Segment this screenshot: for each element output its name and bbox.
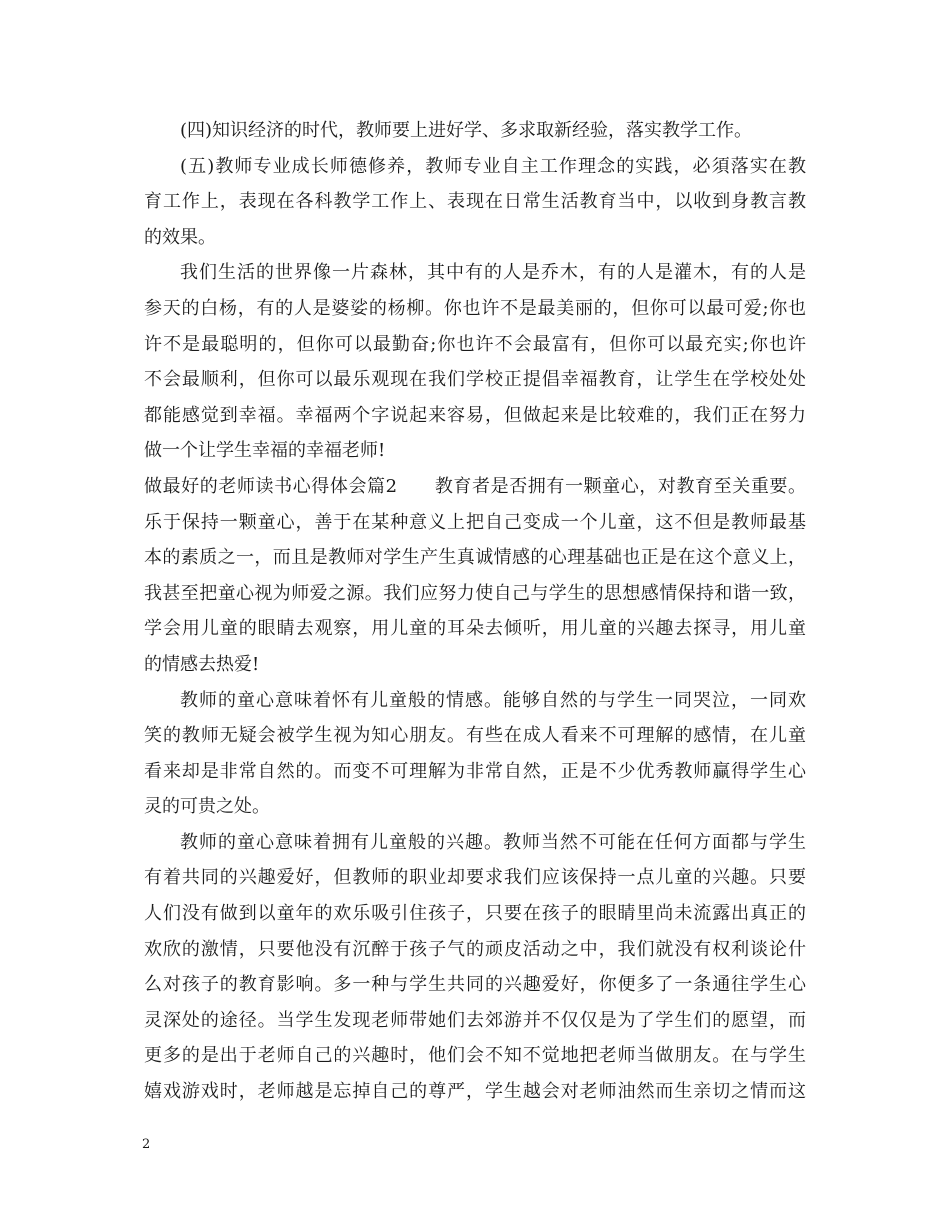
- text-line: 做最好的老师读书心得体会篇2 教育者是否拥有一颗童心，对教育至关重要。: [144, 475, 806, 497]
- text-line: (五)教师专业成长师德修养，教师专业自主工作理念的实践，必須落实在教: [180, 155, 806, 177]
- text-line: 教师的童心意味着怀有儿童般的情感。能够自然的与学生一同哭泣，一同欢: [180, 689, 806, 711]
- text-line: 都能感觉到幸福。幸福两个字说起来容易，但做起来是比较难的，我们正在努力: [144, 404, 806, 426]
- text-line: (四)知识经济的时代，教师要上进好学、多求取新经验，落实教学工作。: [180, 120, 753, 141]
- page-number: 2: [142, 1137, 151, 1152]
- text-line: 做一个让学生幸福的幸福老师!: [144, 440, 386, 462]
- text-line: 本的素质之一，而且是教师对学生产生真诚情感的心理基础也正是在这个意义上，: [144, 547, 806, 569]
- text-line: 育工作上，表现在各科教学工作上、表现在日常生活教育当中，以收到身教言教: [144, 191, 806, 213]
- text-line: 的效果。: [144, 226, 216, 248]
- text-line: 嬉戏游戏时，老师越是忘掉自己的尊严，学生越会对老师油然而生亲切之情而这: [144, 1081, 806, 1103]
- text-line: 看来却是非常自然的。而变不可理解为非常自然，正是不少优秀教师赢得学生心: [144, 760, 806, 782]
- text-line: 不会最顺利，但你可以最乐观现在我们学校正提倡幸福教育，让学生在学校处处: [144, 369, 806, 391]
- document-body: [144, 113, 806, 1110]
- text-line: 学会用儿童的眼睛去观察，用儿童的耳朵去倾听，用儿童的兴趣去探寻，用儿童: [144, 618, 806, 640]
- text-line: 我们生活的世界像一片森林，其中有的人是乔木，有的人是灌木，有的人是: [180, 262, 806, 284]
- text-line: 么对孩子的教育影响。多一种与学生共同的兴趣爱好，你便多了一条通往学生心: [144, 974, 806, 996]
- text-line: 许不是最聪明的，但你可以最勤奋;你也许不会最富有，但你可以最充实;你也许: [144, 333, 806, 355]
- text-line: 笑的教师无疑会被学生视为知心朋友。有些在成人看来不可理解的感情，在儿童: [144, 725, 806, 747]
- text-line: 教师的童心意味着拥有儿童般的兴趣。教师当然不可能在任何方面都与学生: [180, 831, 806, 853]
- text-line: 有着共同的兴趣爱好，但教师的职业却要求我们应该保持一点儿童的兴趣。只要: [144, 867, 806, 889]
- text-line: 我甚至把童心视为师爱之源。我们应努力使自己与学生的思想感情保持和谐一致，: [144, 582, 806, 604]
- text-line: 人们没有做到以童年的欢乐吸引住孩子，只要在孩子的眼睛里尚未流露出真正的: [144, 903, 806, 925]
- text-line: 灵的可贵之处。: [144, 796, 270, 818]
- text-line: 欢欣的激情，只要他没有沉醉于孩子气的顽皮活动之中，我们就没有权利谈论什: [144, 938, 806, 960]
- text-line: 参天的白杨，有的人是婆娑的杨柳。你也许不是最美丽的，但你可以最可爱;你也: [144, 297, 806, 319]
- text-line: 乐于保持一颗童心，善于在某种意义上把自己变成一个儿童，这不但是教师最基: [144, 511, 806, 533]
- text-line: 更多的是出于老师自己的兴趣时，他们会不知不觉地把老师当做朋友。在与学生: [144, 1045, 806, 1067]
- text-line: 灵深处的途径。当学生发现老师带她们去郊游并不仅仅是为了学生们的愿望，而: [144, 1009, 806, 1031]
- text-line: 的情感去热爱!: [144, 653, 260, 675]
